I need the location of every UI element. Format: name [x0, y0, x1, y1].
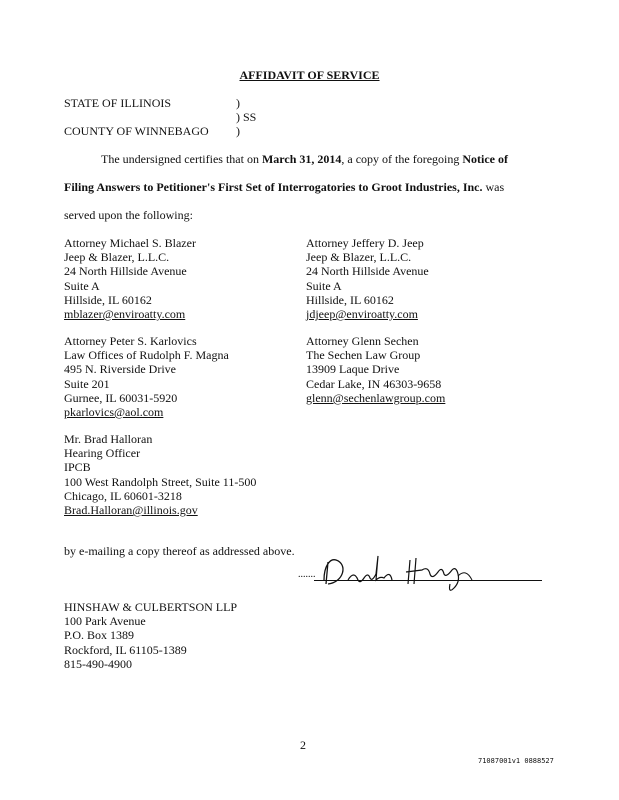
email-link-karlovics[interactable]: pkarlovics@aol.com [64, 405, 164, 420]
venue-ss: ) SS [236, 110, 257, 124]
address-line: 495 N. Riverside Drive [64, 362, 176, 377]
address-line: Gurnee, IL 60031-5920 [64, 390, 178, 405]
handwritten-signature [318, 550, 518, 600]
address-line: 24 North Hillside Avenue [306, 264, 429, 279]
address-line: IPCB [64, 460, 91, 475]
address-line: Chicago, IL 60601-3218 [64, 488, 182, 503]
signature-line [314, 580, 542, 581]
firm-line: 815-490-4900 [64, 656, 132, 671]
email-link-halloran[interactable]: Brad.Halloran@illinois.gov [64, 503, 198, 518]
venue-paren-3: ) [236, 124, 240, 138]
email-link-sechen[interactable]: glenn@sechenlawgroup.com [306, 390, 446, 405]
certification-line-3: served upon the following: [64, 208, 193, 222]
cert-date: March 31, 2014 [261, 152, 342, 166]
email-link-jeep[interactable]: jdjeep@enviroatty.com [306, 307, 418, 322]
service-method: by e-mailing a copy thereof as addressed above. [64, 544, 295, 558]
address-line: Jeep & Blazer, L.L.C. [64, 250, 170, 265]
firm-name: HINSHAW & CULBERTSON LLP [64, 600, 238, 614]
document-title: AFFIDAVIT OF SERVICE [239, 68, 380, 82]
address-line: Suite A [64, 278, 100, 293]
recipient-halloran [64, 432, 256, 517]
cert-mid: , a copy of the foregoing [341, 152, 463, 166]
address-line: Attorney Jeffery D. Jeep [306, 236, 424, 250]
document-id: 71087001v1 0888527 [478, 757, 554, 765]
address-line: Hillside, IL 60162 [306, 292, 394, 307]
address-line: 100 West Randolph Street, Suite 11-500 [64, 474, 257, 489]
venue-paren-1: ) [236, 96, 240, 110]
firm-line: Rockford, IL 61105-1389 [64, 642, 187, 657]
address-line: Attorney Peter S. Karlovics [64, 334, 197, 348]
recipient-blazer [64, 236, 196, 321]
firm-line: 100 Park Avenue [64, 614, 146, 629]
recipient-sechen [306, 334, 445, 405]
address-line: Suite A [306, 278, 342, 293]
address-line: Hillside, IL 60162 [64, 292, 152, 307]
address-line: Suite 201 [64, 376, 110, 391]
venue-county: COUNTY OF WINNEBAGO [64, 124, 209, 138]
address-line: 24 North Hillside Avenue [64, 264, 187, 279]
cert-tail: was [482, 180, 505, 194]
address-line: Mr. Brad Halloran [64, 432, 153, 446]
address-line: Cedar Lake, IN 46303-9658 [306, 376, 442, 391]
recipient-karlovics [64, 334, 229, 419]
certification-line-1 [101, 152, 541, 166]
address-line: Attorney Glenn Sechen [306, 334, 419, 348]
address-line: Hearing Officer [64, 446, 141, 461]
signature-dots: ....... [298, 569, 316, 580]
address-line: Attorney Michael S. Blazer [64, 236, 196, 250]
page-number: 2 [300, 738, 306, 752]
address-line: Law Offices of Rudolph F. Magna [64, 348, 229, 363]
firm-block [64, 600, 237, 671]
address-line: The Sechen Law Group [306, 348, 421, 363]
certification-line-2 [64, 180, 534, 194]
cert-doc-b: Filing Answers to Petitioner's First Set of Interrogatories to Groot Industries, Inc. [64, 180, 483, 194]
recipient-jeep [306, 236, 429, 321]
firm-line: P.O. Box 1389 [64, 628, 135, 643]
address-line: Jeep & Blazer, L.L.C. [306, 250, 412, 265]
email-link-blazer[interactable]: mblazer@enviroatty.com [64, 307, 186, 322]
cert-intro: The undersigned certifies that on [101, 152, 262, 166]
cert-doc-a: Notice of [462, 152, 509, 166]
venue-state: STATE OF ILLINOIS [64, 96, 172, 110]
address-line: 13909 Laque Drive [306, 362, 400, 377]
